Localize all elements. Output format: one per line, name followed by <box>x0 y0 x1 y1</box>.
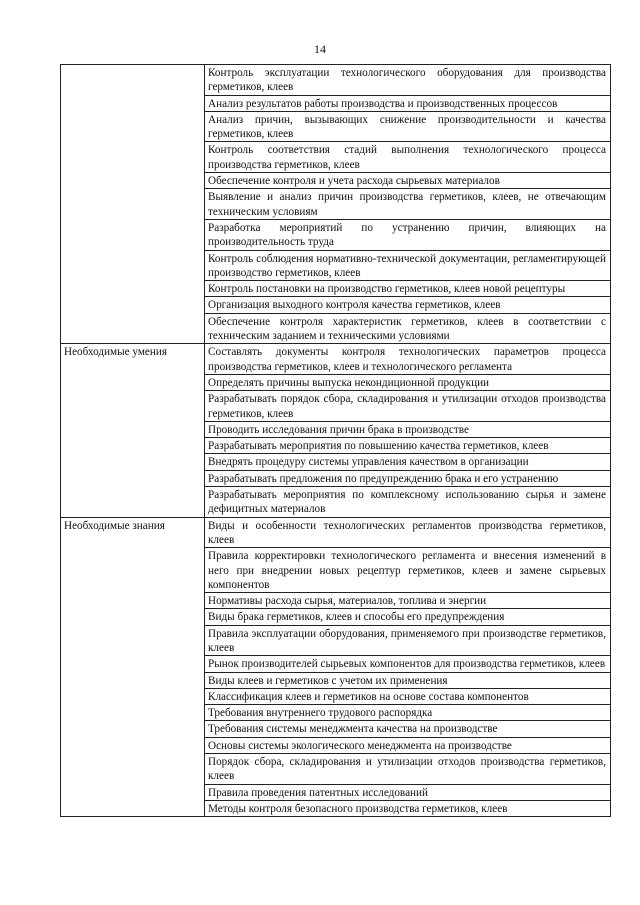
requirement-item: Контроль соответствия стадий выполнения технологического процесса производства герметиков, клеев <box>205 142 611 173</box>
requirement-item: Правила проведения патентных исследований <box>205 784 611 800</box>
requirement-item: Внедрять процедуру системы управления качеством в организации <box>205 454 611 470</box>
requirement-item: Разработка мероприятий по устранению причин, влияющих на производительность труда <box>205 219 611 250</box>
table-row <box>61 344 611 375</box>
requirement-item: Рынок производителей сырьевых компонентов для производства герметиков, клеев <box>205 656 611 672</box>
requirement-item: Правила эксплуатации оборудования, применяемого при производстве герметиков, клеев <box>205 625 611 656</box>
requirement-item: Разрабатывать порядок сбора, складирования и утилизации отходов производства герметиков, клеев <box>205 391 611 422</box>
requirement-item: Контроль постановки на производство герметиков, клеев новой рецептуры <box>205 281 611 297</box>
requirement-item: Составлять документы контроля технологических параметров процесса производства герметиков, клеев и технологического регламента <box>205 344 611 375</box>
requirement-item: Требования системы менеджмента качества на производстве <box>205 721 611 737</box>
requirement-item: Выявление и анализ причин производства герметиков, клеев, не отвечающим техническим условиям <box>205 189 611 220</box>
requirement-item: Определять причины выпуска некондиционной продукции <box>205 374 611 390</box>
requirement-item: Разрабатывать мероприятия по повышению качества герметиков, клеев <box>205 438 611 454</box>
requirement-item: Классификация клеев и герметиков на основе состава компонентов <box>205 688 611 704</box>
requirement-item: Организация выходного контроля качества герметиков, клеев <box>205 297 611 313</box>
requirement-item: Анализ причин, вызывающих снижение производительности и качества герметиков, клеев <box>205 111 611 142</box>
requirement-item: Обеспечение контроля характеристик герметиков, клеев в соответствии с техническим заданием и техническими условиями <box>205 313 611 344</box>
requirement-item: Методы контроля безопасного производства герметиков, клеев <box>205 800 611 816</box>
section-label: Необходимые знания <box>61 517 205 817</box>
requirement-item: Виды брака герметиков, клеев и способы его предупреждения <box>205 609 611 625</box>
page-number: 14 <box>314 42 326 56</box>
section-label <box>61 65 205 344</box>
requirement-item: Разрабатывать предложения по предупреждению брака и его устранению <box>205 470 611 486</box>
requirement-item: Основы системы экологического менеджмента на производстве <box>205 737 611 753</box>
table-row <box>61 517 611 548</box>
requirement-item: Требования внутреннего трудового распорядка <box>205 705 611 721</box>
requirement-item: Нормативы расхода сырья, материалов, топлива и энергии <box>205 593 611 609</box>
requirement-item: Разрабатывать мероприятия по комплексному использованию сырья и замене дефицитных материалов <box>205 487 611 518</box>
requirement-item: Проводить исследования причин брака в производстве <box>205 421 611 437</box>
section-label: Необходимые умения <box>61 344 205 517</box>
table-row <box>61 65 611 96</box>
requirement-item: Виды клеев и герметиков с учетом их применения <box>205 672 611 688</box>
requirement-item: Виды и особенности технологических регламентов производства герметиков, клеев <box>205 517 611 548</box>
requirement-item: Контроль соблюдения нормативно-технической документации, регламентирующей производство герметиков, клеев <box>205 250 611 281</box>
table-body <box>61 65 611 817</box>
requirement-item: Анализ результатов работы производства и производственных процессов <box>205 95 611 111</box>
requirements-table <box>60 64 611 817</box>
requirement-item: Порядок сбора, складирования и утилизации отходов производства герметиков, клеев <box>205 754 611 785</box>
requirement-item: Правила корректировки технологического регламента и внесения изменений в него при внедрении новых рецептур герметиков, клеев и замене сырьевых компонентов <box>205 548 611 593</box>
requirement-item: Контроль эксплуатации технологического оборудования для производства герметиков, клеев <box>205 65 611 96</box>
requirement-item: Обеспечение контроля и учета расхода сырьевых материалов <box>205 173 611 189</box>
